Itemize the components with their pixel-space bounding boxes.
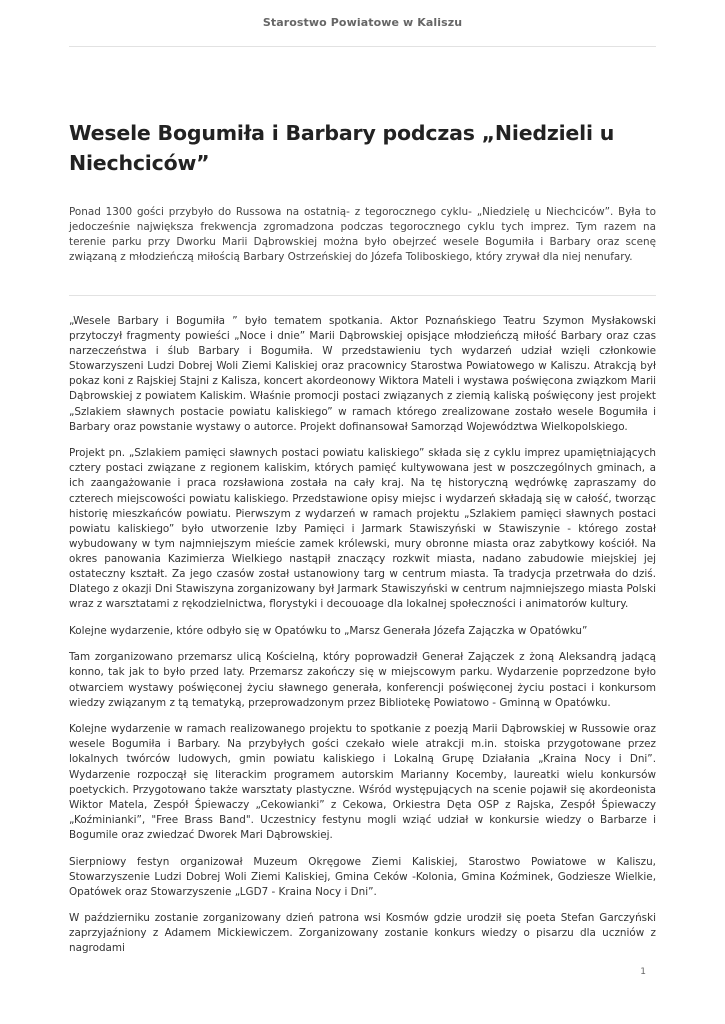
paragraph: Sierpniowy festyn organizował Muzeum Okręgowe Ziemi Kaliskiej, Starostwo Powiatowe w Kaliszu, Stowarzyszenie Ludzi Dobrej Woli Ziemi Kaliskiej, Gmina Ceków -Kolonia, Gmina Koźminek, Godziesze Wielkie, Opatówek oraz Stowarzyszenie „LGD7 - Kraina Nocy i Dni”. bbox=[69, 855, 656, 898]
article-body bbox=[69, 314, 656, 968]
page-header: Starostwo Powiatowe w Kaliszu bbox=[262, 16, 463, 29]
paragraph: Projekt pn. „Szlakiem pamięci sławnych postaci powiatu kaliskiego” składa się z cyklu imprez upamiętniających cztery postaci związane z regionem kaliskim, których pamięć kultywowana jest w poszczególnych gminach, a ich zaangażowanie i praca rozsławiona została na cały kraj. Na tę historyczną wędrówkę zapraszamy do czterech miejscowości powiatu kaliskiego. Przedstawione opisy miejsc i wydarzeń składają się w całość, tworząc historię mieszkańców powiatu. Pierwszym z wydarzeń w ramach projektu „Szlakiem pamięci sławnych postaci powiatu kaliskiego” było utworzenie Izby Pamięci i Jarmark Stawiszyński w Stawiszynie - którego został wybudowany w tym najmniejszym mieście zamek królewski, mury obronne miasta oraz zabytkowy kościół. Na okres panowania Kazimierza Wielkiego nastąpił znaczący rozkwit miasta, nadano zabudowie miejskiej jej ostateczny kształt. Za jego czasów został ustanowiony targ w centrum miasta. Ta tradycja przetrwała do dziś. Dlatego z okazji Dni Stawiszyna zorganizowany był Jarmark Stawiszyński w centrum najmniejszego miasta Polski wraz z warsztatami z rękodzielnictwa, florystyki i decouoage dla lokalnej społeczności i animatorów kultury. bbox=[69, 447, 656, 611]
paragraph: Tam zorganizowano przemarsz ulicą Kościelną, który poprowadził Generał Zajączek z żoną Aleksandrą jadącą konno, tak jak to było przed laty. Przemarsz zakończy się w miejscowym parku. Wydarzenie poprzedzone było otwarciem wystawy poświęconej życiu sławnego generała, konferencji poświęconej życiu postaci i konkursom wiedzy związanym z tą tematyką, przeprowadzonym przez Bibliotekę Powiatowo - Gminną w Opatówku. bbox=[69, 651, 656, 709]
paragraph: W październiku zostanie zorganizowany dzień patrona wsi Kosmów gdzie urodził się poeta Stefan Garczyński zaprzyjaźniony z Adamem Mickiewiczem. Zorganizowany zostanie konkurs wiedzy o pisarzu dla uczniów z nagrodami bbox=[69, 912, 656, 955]
page-number: 1 bbox=[640, 967, 646, 977]
article-lead: Ponad 1300 gości przybyło do Russowa na ostatnią- z tegorocznego cyklu- „Niedzielę u Niechciców”. Była to jedocześnie największa frekwencja zgromadzona podczas tegorocznego cyklu tych imprez. Tym razem na terenie parku przy Dworku Marii Dąbrowskiej można było obejrzeć wesele Bogumiła i Barbary oraz scenę związaną z młodzieńczą miłością Barbary Ostrzeńskiej do Józefa Toliboskiego, który zrywał dla niej nenufary. bbox=[69, 206, 656, 264]
header-divider bbox=[69, 46, 656, 47]
paragraph: Kolejne wydarzenie, które odbyło się w Opatówku to „Marsz Generała Józefa Zajączka w Opatówku” bbox=[69, 624, 588, 637]
section-divider bbox=[69, 295, 656, 296]
article-title: Wesele Bogumiła i Barbary podczas „Niedzieli u Niechciców” bbox=[69, 121, 615, 175]
paragraph: „Wesele Barbary i Bogumiła ” było tematem spotkania. Aktor Poznańskiego Teatru Szymon Mysłakowski przytoczył fragmenty powieści „Noce i dnie” Marii Dąbrowskiej opisjące młodzieńczą miłość Barbary oraz czas narzeczeństwa i ślub Barbary i Bogumiła. W przedstawieniu tych wydarzeń udział wzięli członkowie Stowarzyszeni Ludzi Dobrej Woli Ziemi Kaliskiej oraz pracownicy Starostwa Powiatowego w Kaliszu. Atrakcją był pokaz koni z Rajskiej Stajni z Kalisza, koncert akordeonowy Wiktora Mateli i wystawa poświęcona związkom Marii Dąbrowskiej z powiatem Kaliskim. Właśnie promocji postaci związanych z ziemią kaliską poświęcony jest projekt „Szlakiem sławnych postacie powiatu kaliskiego” w ramach którego zrealizowane zostało wesele Bogumiła i Barbary oraz powstanie wystawy o autorce. Projekt dofinansował Samorząd Województwa Wielkopolskiego. bbox=[69, 315, 656, 433]
paragraph: Kolejne wydarzenie w ramach realizowanego projektu to spotkanie z poezją Marii Dąbrowskiej w Russowie oraz wesele Bogumiła i Barbary. Na przybyłych gości czekało wiele atrakcji m.in. stoiska przygotowane przez lokalnych twórców ludowych, gmin powiatu kaliskiego i Lokalną Grupę Działania „Kraina Nocy i Dni”. Wydarzenie rozpoczął się literackim programem autorskim Marianny Kocemby, laureatki wielu konkursów poetyckich. Przygotowano także warsztaty plastyczne. Wśród występujących na scenie pojawił się akordeonista Wiktor Matela, Zespół Śpiewaczy „Cekowianki” z Cekowa, Orkiestra Dęta OSP z Rajska, Zespół Śpiewaczy „Koźminianki”, "Free Brass Band". Uczestnicy festynu mogli wziąć udział w konkursie wiedzy o Barbarze i Bogumile oraz zwiedzać Dworek Mari Dąbrowskiej. bbox=[69, 723, 656, 841]
